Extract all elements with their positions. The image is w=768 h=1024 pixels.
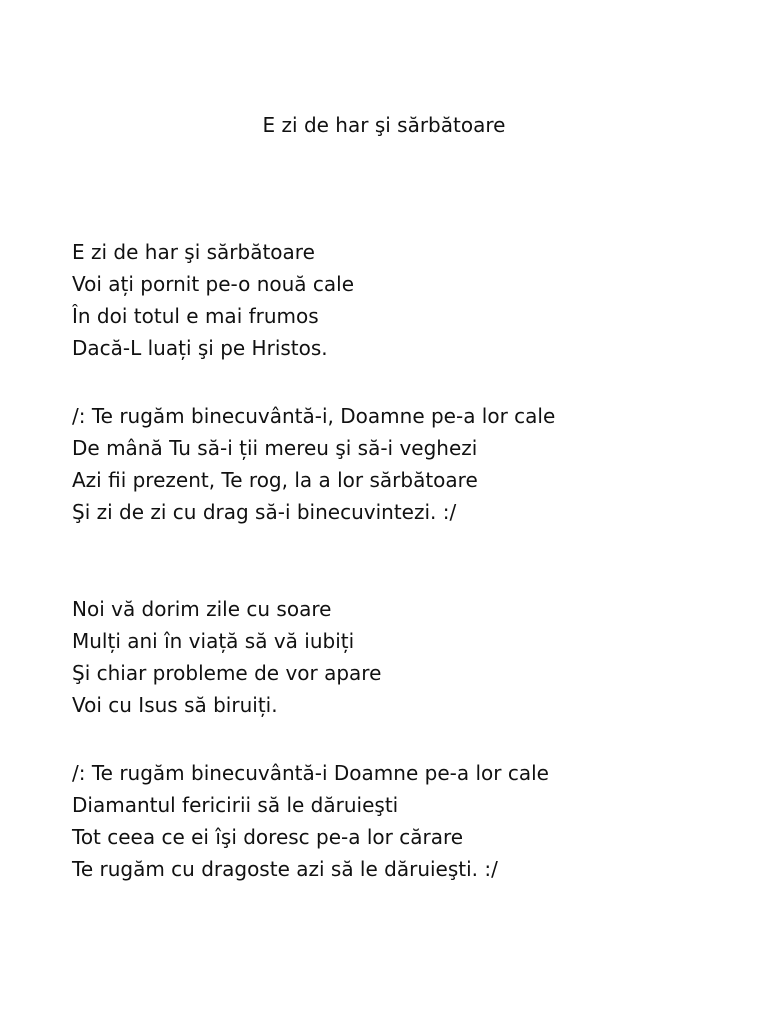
refrain-line: /: Te rugăm binecuvântă-i, Doamne pe-a lor cale (72, 404, 556, 428)
stanza-line: Dacă-L luați şi pe Hristos. (72, 336, 328, 360)
refrain-line: Azi fii prezent, Te rog, la a lor sărbătoare (72, 468, 478, 492)
refrain-line: Diamantul fericirii să le dăruieşti (72, 793, 399, 817)
stanza-2 (72, 593, 752, 721)
refrain-line: Şi zi de zi cu drag să-i binecuvintezi. :/ (72, 500, 457, 524)
refrain-line: /: Te rugăm binecuvântă-i Doamne pe-a lor cale (72, 761, 549, 785)
refrain-1 (72, 400, 752, 528)
stanza-line: Mulți ani în viață să vă iubiți (72, 629, 355, 653)
stanza-1 (72, 236, 752, 364)
refrain-line: Tot ceea ce ei îşi doresc pe-a lor cărare (72, 825, 464, 849)
document-title: E zi de har şi sărbătoare (262, 113, 506, 137)
refrain-line: De mână Tu să-i ții mereu şi să-i veghezi (72, 436, 478, 460)
stanza-line: Voi ați pornit pe-o nouă cale (72, 272, 355, 296)
stanza-line: În doi totul e mai frumos (72, 304, 319, 328)
stanza-line: Noi vă dorim zile cu soare (72, 597, 332, 621)
refrain-2 (72, 757, 752, 885)
stanza-line: E zi de har şi sărbătoare (72, 240, 315, 264)
stanza-line: Şi chiar probleme de vor apare (72, 661, 382, 685)
stanza-line: Voi cu Isus să biruiți. (72, 693, 278, 717)
refrain-line: Te rugăm cu dragoste azi să le dăruieşti. :/ (72, 857, 498, 881)
